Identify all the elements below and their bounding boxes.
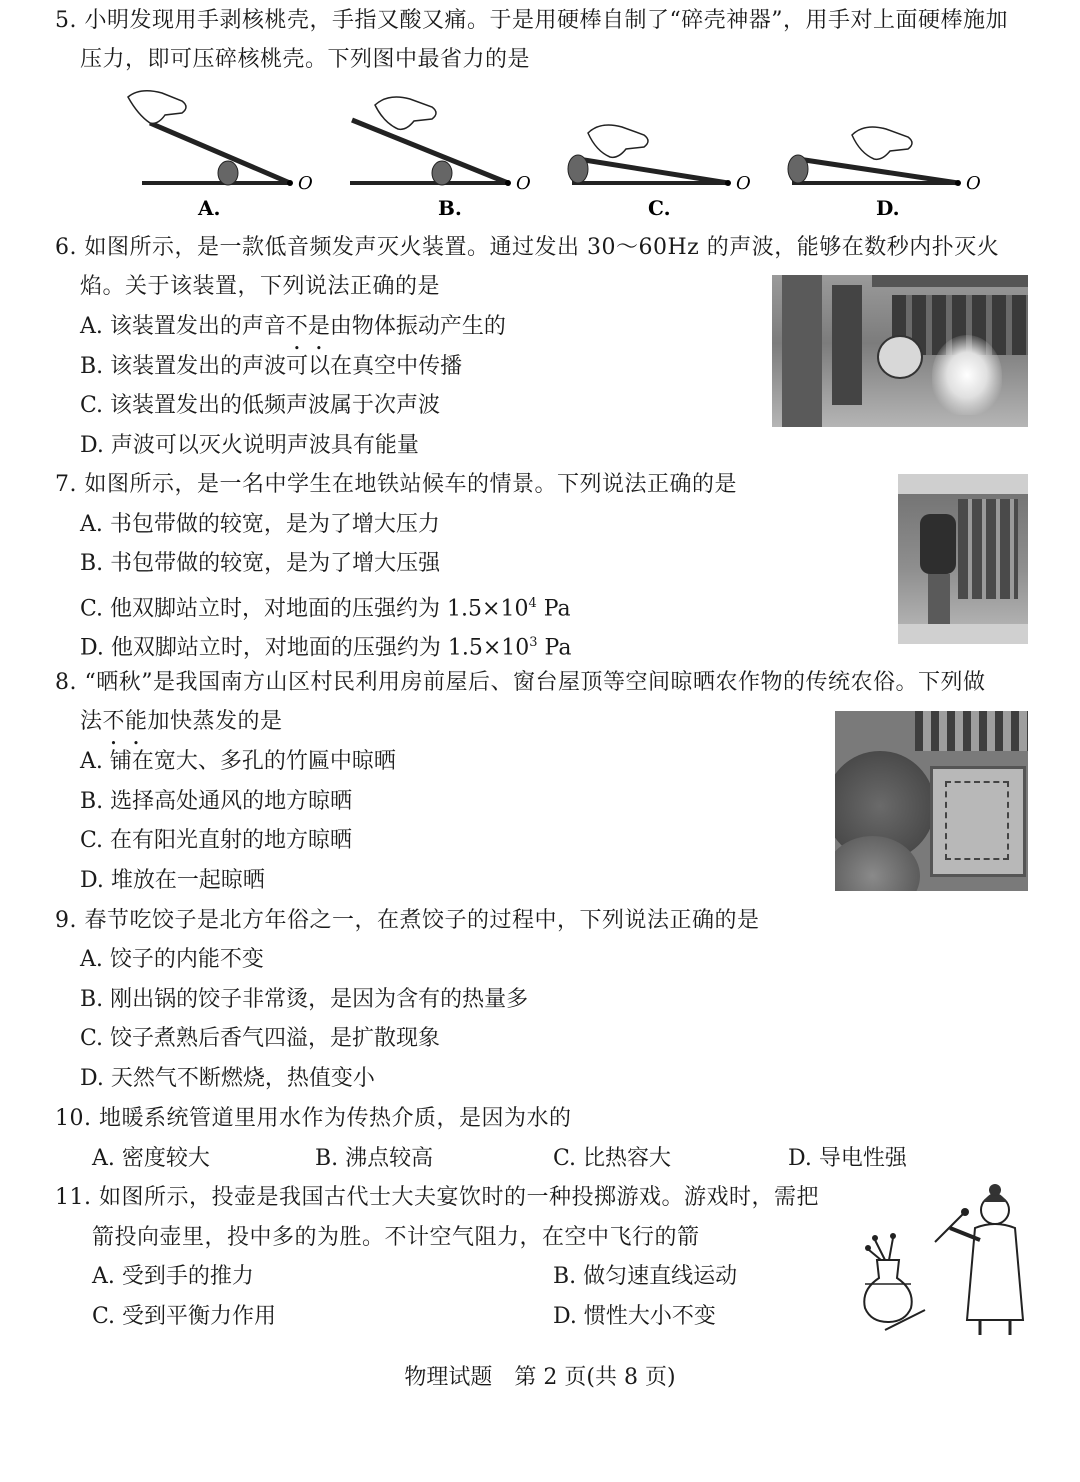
lever-c-pivot: O: [736, 173, 751, 194]
q11-option-d: D. 惯性大小不变: [553, 1304, 716, 1329]
q6-option-b: B. 该装置发出的声波可以在真空中传播: [80, 354, 463, 379]
q11-option-c: C. 受到平衡力作用: [92, 1304, 277, 1329]
q9-option-d: D. 天然气不断燃烧，热值变小: [80, 1066, 375, 1091]
q7-option-a: A. 书包带做的较宽，是为了增大压力: [80, 512, 440, 537]
q11-option-b: B. 做匀速直线运动: [553, 1264, 738, 1289]
lever-a-pivot: O: [298, 173, 313, 194]
q10-stem-line1: 10. 地暖系统管道里用水作为传热介质，是因为水的: [55, 1106, 572, 1131]
lever-d-label: D.: [876, 196, 900, 220]
sound-extinguisher-photo: [772, 275, 1028, 427]
q8-option-c: C. 在有阳光直射的地方晾晒: [80, 828, 353, 853]
q9-option-c: C. 饺子煮熟后香气四溢，是扩散现象: [80, 1026, 441, 1051]
q7-stem-line1: 7. 如图所示，是一名中学生在地铁站候车的情景。下列说法正确的是: [55, 472, 737, 497]
lever-d-pivot: O: [966, 173, 981, 194]
lever-b-pivot: O: [516, 173, 531, 194]
q9-option-b: B. 刚出锅的饺子非常烫，是因为含有的热量多: [80, 987, 529, 1012]
q5-stem-line2: 压力，即可压碎核桃壳。下列图中最省力的是: [80, 47, 531, 72]
q7-option-c: C. 他双脚站立时，对地面的压强约为 $1.5\times 10^4$ Pa: [80, 596, 571, 622]
q9-option-a: A. 饺子的内能不变: [80, 947, 264, 972]
page-footer: 物理试题 第 2 页(共 8 页): [404, 1365, 676, 1390]
q8-stem-line1: 8. “晒秋”是我国南方山区村民利用房前屋后、窗台屋顶等空间晾晒农作物的传统农俗。下列做: [55, 670, 986, 695]
q7-option-b: B. 书包带做的较宽，是为了增大压强: [80, 551, 441, 576]
sun-drying-crops-photo: [835, 711, 1028, 891]
q8-option-a: A. 铺在宽大、多孔的竹匾中晾晒: [80, 749, 396, 774]
lever-b-label: B.: [438, 196, 462, 220]
lever-c-label: C.: [648, 196, 671, 220]
q8-stem-line2: 法不能加快蒸发的是: [80, 709, 283, 734]
q10-option-a: A. 密度较大: [92, 1146, 210, 1171]
q8-option-b: B. 选择高处通风的地方晾晒: [80, 789, 353, 814]
q10-option-b: B. 沸点较高: [315, 1146, 434, 1171]
lever-figure-d: [780, 85, 990, 225]
lever-figure-a: [120, 85, 320, 225]
q6-option-d: D. 声波可以灭火说明声波具有能量: [80, 433, 419, 458]
lever-figure-b: [340, 85, 540, 225]
q11-stem-line1: 11. 如图所示，投壶是我国古代士大夫宴饮时的一种投掷游戏。游戏时，需把: [55, 1185, 819, 1210]
lever-a-label: A.: [198, 196, 221, 220]
q6-option-a: A. 该装置发出的声音不是由物体振动产生的: [80, 314, 506, 339]
lever-figure-c: [560, 85, 760, 225]
q9-stem-line1: 9. 春节吃饺子是北方年俗之一，在煮饺子的过程中，下列说法正确的是: [55, 908, 760, 933]
q10-option-c: C. 比热容大: [553, 1146, 672, 1171]
subway-student-photo: [898, 474, 1028, 644]
q5-stem-line1: 5. 小明发现用手剥核桃壳，手指又酸又痛。于是用硬棒自制了“碎壳神器”，用手对上面硬棒施加: [55, 8, 1008, 33]
pitch-pot-illustration: [855, 1180, 1035, 1340]
q11-stem-line2: 箭投向壶里，投中多的为胜。不计空气阻力，在空中飞行的箭: [92, 1225, 700, 1250]
q6-option-c: C. 该装置发出的低频声波属于次声波: [80, 393, 441, 418]
q10-option-d: D. 导电性强: [788, 1146, 907, 1171]
q8-option-d: D. 堆放在一起晾晒: [80, 868, 265, 893]
q6-stem-line2: 焰。关于该装置，下列说法正确的是: [80, 274, 441, 299]
q6-stem-line1: 6. 如图所示，是一款低音频发声灭火装置。通过发出 30～60Hz 的声波，能够在数秒内扑灭火: [55, 235, 1000, 260]
q11-option-a: A. 受到手的推力: [92, 1264, 254, 1289]
q7-option-d: D. 他双脚站立时，对地面的压强约为 $1.5\times 10^3$ Pa: [80, 635, 572, 661]
